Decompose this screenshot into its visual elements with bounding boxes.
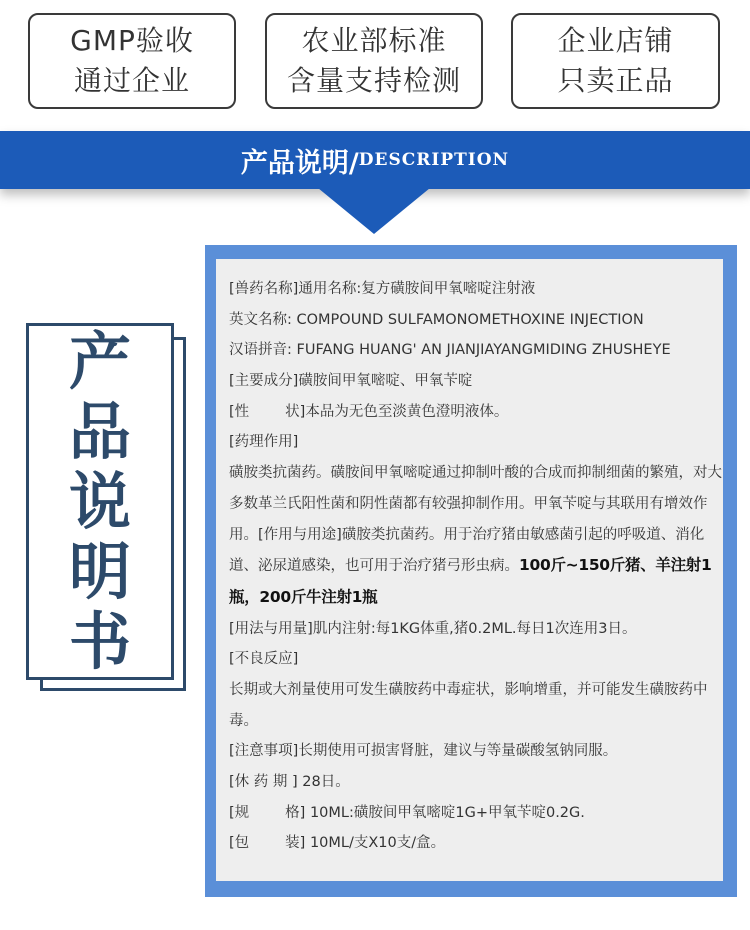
- desc-properties: [229, 397, 723, 428]
- banner-title-cn: 产品说明/: [240, 147, 359, 179]
- badge-line: 通过企业: [73, 64, 190, 97]
- side-title-char: 书: [68, 604, 131, 678]
- badge-line: 只卖正品: [557, 64, 674, 97]
- desc-package-label: [包: [229, 835, 250, 852]
- desc-withdrawal: [休 药 期 ] 28日。: [229, 774, 350, 791]
- desc-usage: [用法与用量]肌内注射:每1KG体重,猪0.2ML.每日1次连用3日。: [229, 620, 637, 637]
- badge-line: 农业部标准: [301, 24, 447, 57]
- side-title-char: 产: [68, 324, 131, 398]
- desc-notes: [注意事项]长期使用可损害肾脏，建议与等量碳酸氢钠同服。: [229, 743, 618, 760]
- desc-pinyin: 汉语拼音: FUFANG HUANG' AN JIANJIAYANGMIDING ZHUSHEYE: [229, 342, 671, 359]
- badge-line: 企业店铺: [557, 24, 674, 57]
- desc-dosage-highlight: 100斤~150斤猪、羊注射1瓶，200斤牛注射1瓶: [229, 556, 712, 606]
- desc-pharm-label: [药理作用]: [229, 434, 299, 451]
- side-title: [26, 323, 174, 680]
- side-title-char: 说: [68, 464, 131, 538]
- badge-line: GMP验收: [70, 24, 194, 57]
- desc-adverse-label: [不良反应]: [229, 651, 299, 668]
- desc-name: [兽药名称]通用名称:复方磺胺间甲氧嘧啶注射液: [229, 281, 536, 297]
- banner-title: [0, 131, 750, 189]
- badge-standard: [265, 13, 483, 109]
- desc-pharm-paragraph: [229, 458, 723, 614]
- desc-properties-text: 状]本品为无色至淡黄色澄明液体。: [285, 403, 509, 420]
- desc-spec-text: 格] 10ML:磺胺间甲氧嘧啶1G+甲氧苄啶0.2G.: [285, 804, 585, 821]
- desc-english: 英文名称: COMPOUND SULFAMONOMETHOXINE INJECTION: [229, 311, 644, 328]
- desc-spec: [229, 798, 723, 829]
- banner-title-en: DESCRIPTION: [358, 150, 510, 170]
- description-panel: [216, 259, 723, 881]
- banner-arrow: [318, 188, 430, 234]
- badge-gmp: [28, 13, 236, 109]
- desc-ingredients: [主要成分]磺胺间甲氧嘧啶、甲氧苄啶: [229, 373, 473, 390]
- side-title-char: 品: [68, 394, 131, 468]
- desc-adverse-text: 长期或大剂量使用可发生磺胺药中毒症状，影响增重，并可能发生磺胺药中毒。: [229, 682, 708, 729]
- desc-pharm-text: 磺胺类抗菌药。磺胺间甲氧嘧啶通过抑制叶酸的合成而抑制细菌的繁殖，对大多数革兰氏阳性菌和阴性菌都有较强抑制作用。甲氧苄啶与其联用有增效作用。[作用与用途]磺胺类抗菌药。用于治疗猪由敏感菌引起的呼吸道、消化道、泌尿道感染，也可用于治疗猪弓形虫病。: [229, 465, 722, 575]
- badge-store: [511, 13, 720, 109]
- desc-spec-label: [规: [229, 804, 250, 821]
- desc-package: [229, 828, 723, 859]
- side-title-char: 明: [68, 534, 131, 608]
- desc-properties-label: [性: [229, 403, 250, 420]
- desc-package-text: 装] 10ML/支X10支/盒。: [285, 835, 446, 852]
- badge-line: 含量支持检测: [286, 64, 461, 97]
